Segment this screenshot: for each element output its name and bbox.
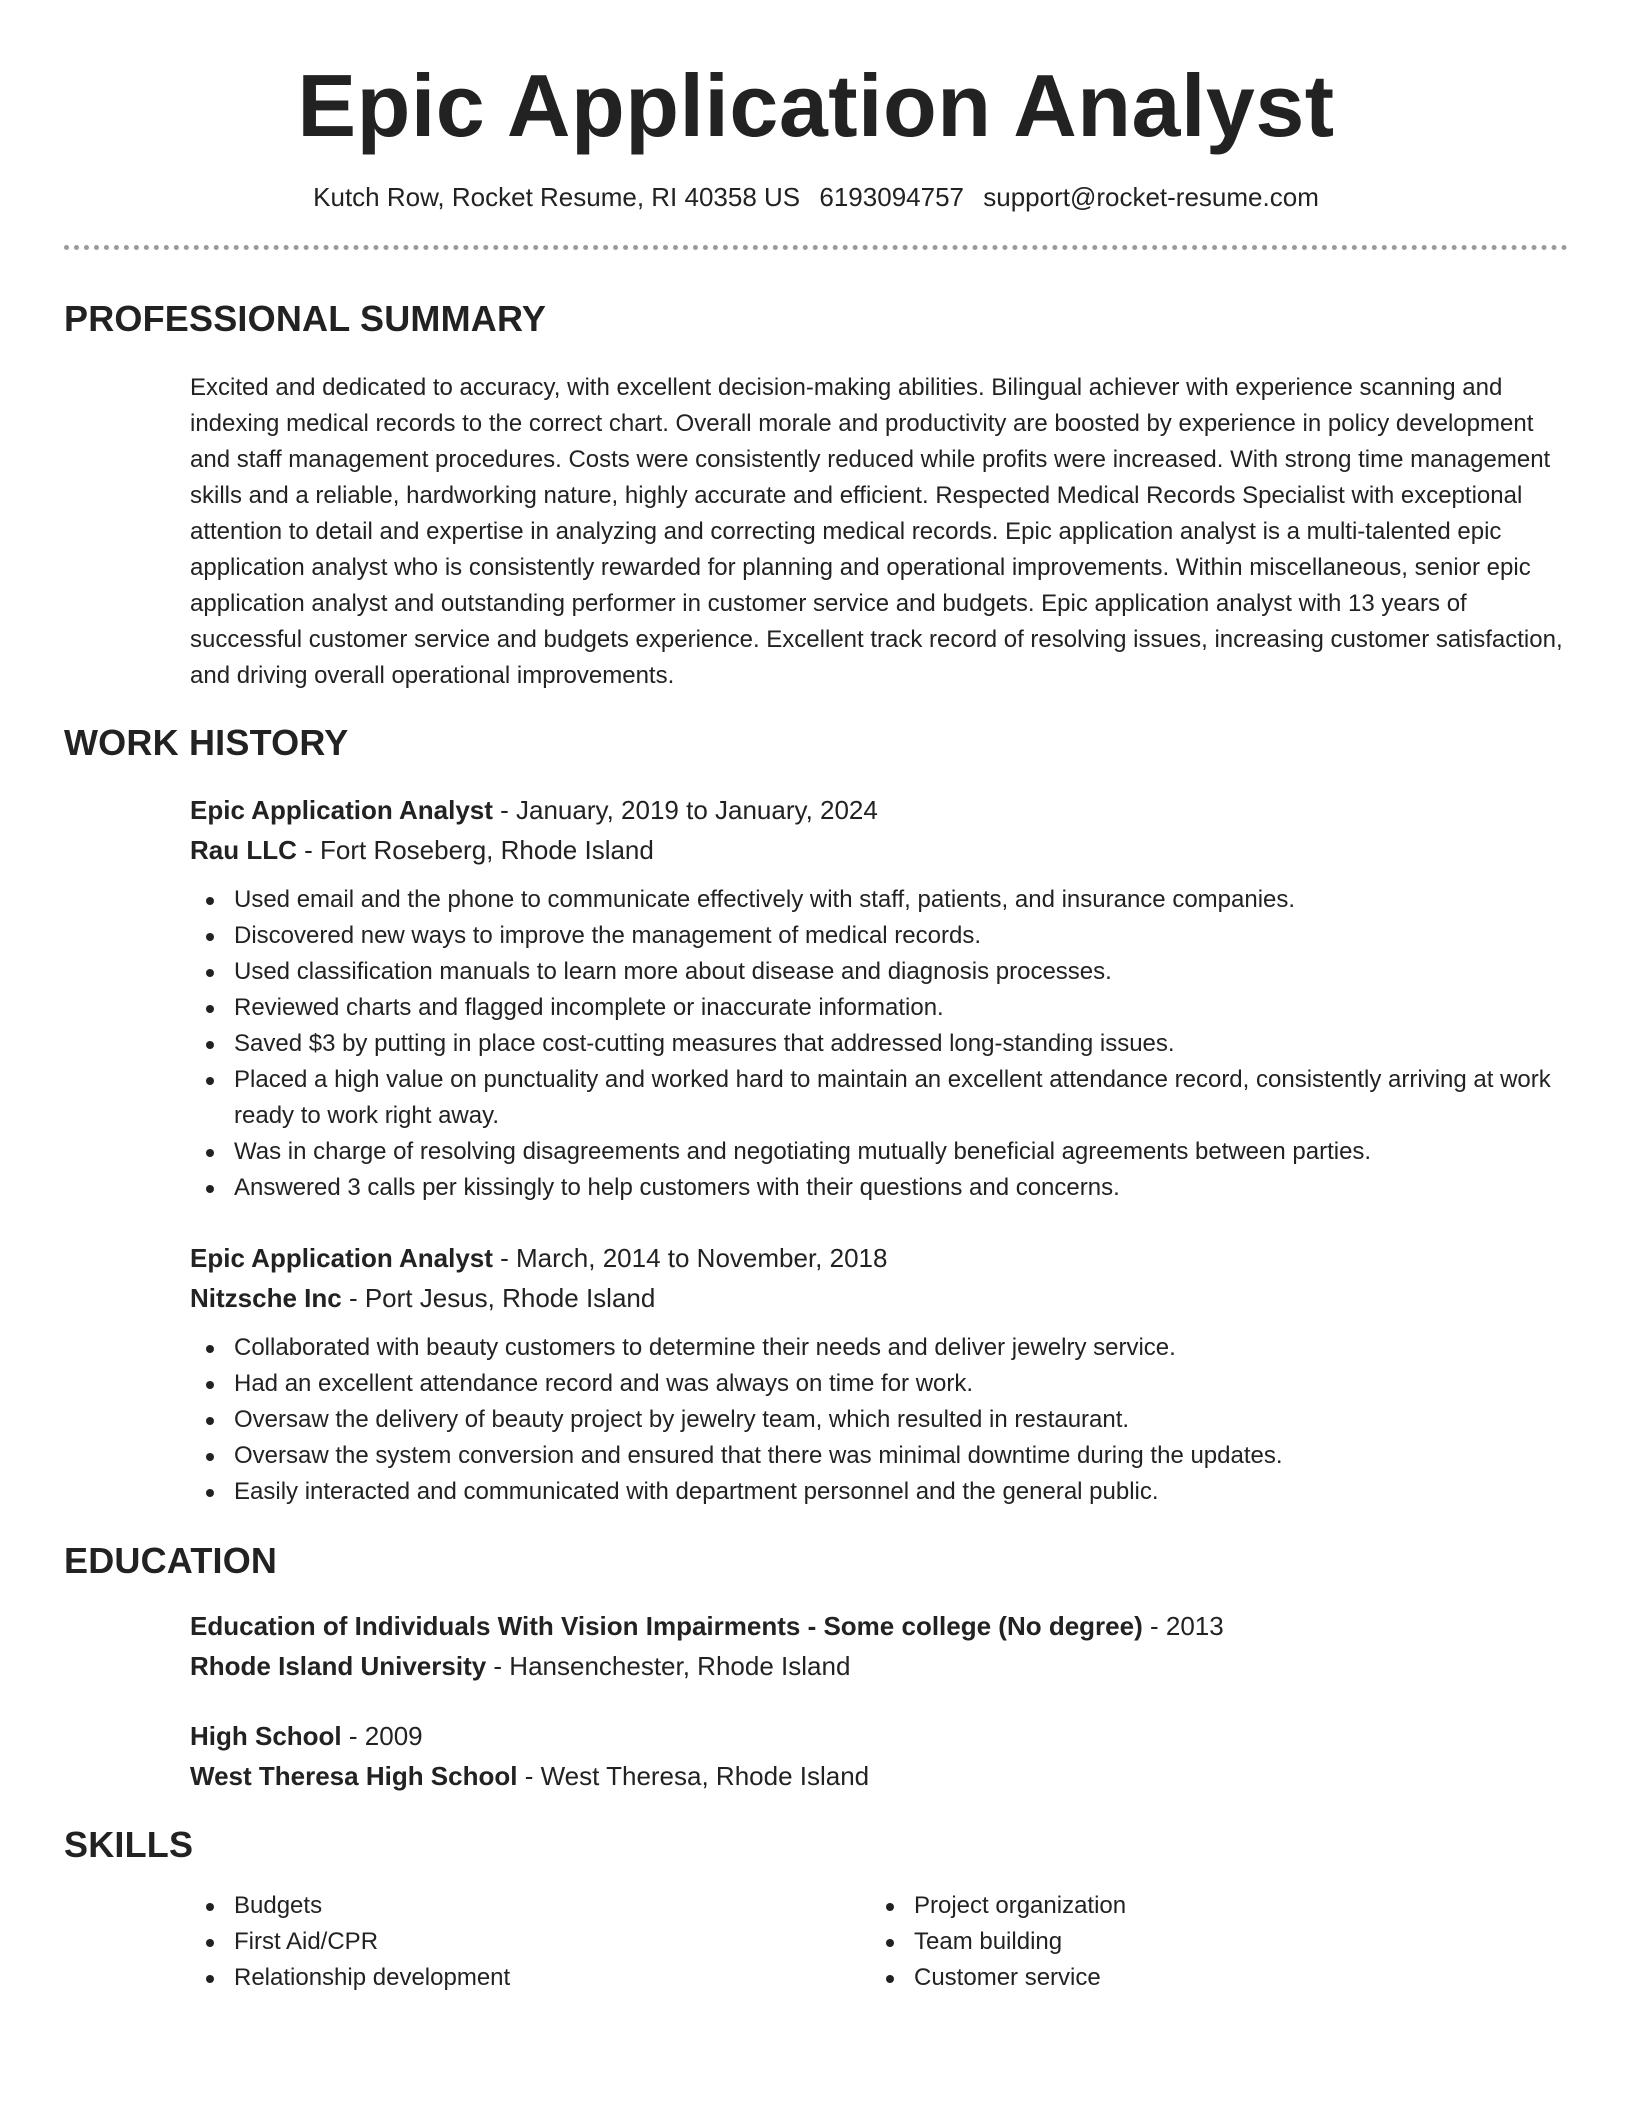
skill-item: Team building [870,1924,1550,1960]
education-location: - West Theresa, Rhode Island [517,1761,870,1791]
education-degree: Education of Individuals With Vision Impairments - Some college (No degree) [190,1611,1143,1641]
list-item: Saved $3 by putting in place cost-cutting measures that addressed long-standing issues. [190,1026,1568,1062]
education-entry [190,1606,1568,1686]
skill-item: Budgets [190,1888,870,1924]
list-item: Oversaw the system conversion and ensured that there was minimal downtime during the updates. [190,1438,1568,1474]
job-location: - Port Jesus, Rhode Island [341,1283,656,1313]
summary-text: Excited and dedicated to accuracy, with excellent decision-making abilities. Bilingual achiever with experience scanning and indexing medical records to the correct chart. Overall morale and productivity are boosted by experience in policy development and staff management procedures. Costs were consistently reduced while profits were increased. With strong time management skills and a reliable, hardworking nature, highly accurate and efficient. Respected Medical Records Specialist with exceptional attention to detail and expertise in analyzing and correcting medical records. Epic application analyst is a multi-talented epic application analyst who is consistently rewarded for planning and operational improvements. Within miscellaneous, senior epic application analyst and outstanding performer in customer service and budgets. Epic application analyst with 13 years of successful customer service and budgets experience. Excellent track record of resolving issues, increasing customer satisfaction, and driving overall operational improvements. [190,374,1563,689]
skill-item: Customer service [870,1960,1550,1996]
job-bullets [190,1330,1568,1510]
job-dates: - March, 2014 to November, 2018 [492,1243,888,1273]
job-role: Epic Application Analyst [190,795,493,825]
list-item: Oversaw the delivery of beauty project by jewelry team, which resulted in restaurant. [190,1402,1568,1438]
education-location: - Hansenchester, Rhode Island [486,1651,851,1681]
education-degree-line [190,1716,1568,1756]
list-item: Placed a high value on punctuality and worked hard to maintain an excellent attendance record, consistently arriving at work ready to work right away. [190,1062,1568,1134]
list-item: Had an excellent attendance record and was always on time for work. [190,1366,1568,1402]
skills-grid [190,1888,1568,1996]
job-bullets [190,882,1568,1206]
skill-item: First Aid/CPR [190,1924,870,1960]
list-item: Was in charge of resolving disagreements and negotiating mutually beneficial agreements between parties. [190,1134,1568,1170]
education-school: Rhode Island University [190,1651,487,1681]
job-dates: - January, 2019 to January, 2024 [492,795,878,825]
skills-column-right [870,1888,1550,1996]
list-item: Discovered new ways to improve the management of medical records. [190,918,1568,954]
job-entry [190,1238,1568,1510]
section-title-skills: SKILLS [64,1824,194,1865]
education-school-line [190,1756,1568,1796]
job-title-line [190,1238,1568,1278]
job-title-line [190,790,1568,830]
education-year: - 2009 [341,1721,423,1751]
skill-item: Relationship development [190,1960,870,1996]
job-company-line [190,830,1568,870]
job-location: - Fort Roseberg, Rhode Island [296,835,654,865]
job-company: Nitzsche Inc [190,1283,342,1313]
education-school: West Theresa High School [190,1761,518,1791]
job-role: Epic Application Analyst [190,1243,493,1273]
skill-item: Project organization [870,1888,1550,1924]
list-item: Used email and the phone to communicate effectively with staff, patients, and insurance companies. [190,882,1568,918]
list-item: Reviewed charts and flagged incomplete or inaccurate information. [190,990,1568,1026]
education-entry [190,1716,1568,1796]
skills-column-left [190,1888,870,1996]
list-item: Easily interacted and communicated with department personnel and the general public. [190,1474,1568,1510]
contact-phone: 6193094757 [819,182,964,212]
job-company-line [190,1278,1568,1318]
section-title-summary: PROFESSIONAL SUMMARY [64,298,547,339]
education-degree: High School [190,1721,342,1751]
contact-address: Kutch Row, Rocket Resume, RI 40358 US [313,182,801,212]
education-school-line [190,1646,1568,1686]
list-item: Answered 3 calls per kissingly to help customers with their questions and concerns. [190,1170,1568,1206]
contact-email: support@rocket-resume.com [983,182,1319,212]
list-item: Collaborated with beauty customers to determine their needs and deliver jewelry service. [190,1330,1568,1366]
section-title-education: EDUCATION [64,1540,278,1581]
resume-page [64,0,1568,1996]
job-entry [190,790,1568,1206]
education-year: - 2013 [1142,1611,1224,1641]
section-title-work-history: WORK HISTORY [64,722,349,763]
job-company: Rau LLC [190,835,297,865]
contact-line [64,182,1568,213]
header-divider [64,245,1568,250]
education-degree-line [190,1606,1568,1646]
list-item: Used classification manuals to learn more about disease and diagnosis processes. [190,954,1568,990]
resume-name: Epic Application Analyst [297,56,1335,155]
